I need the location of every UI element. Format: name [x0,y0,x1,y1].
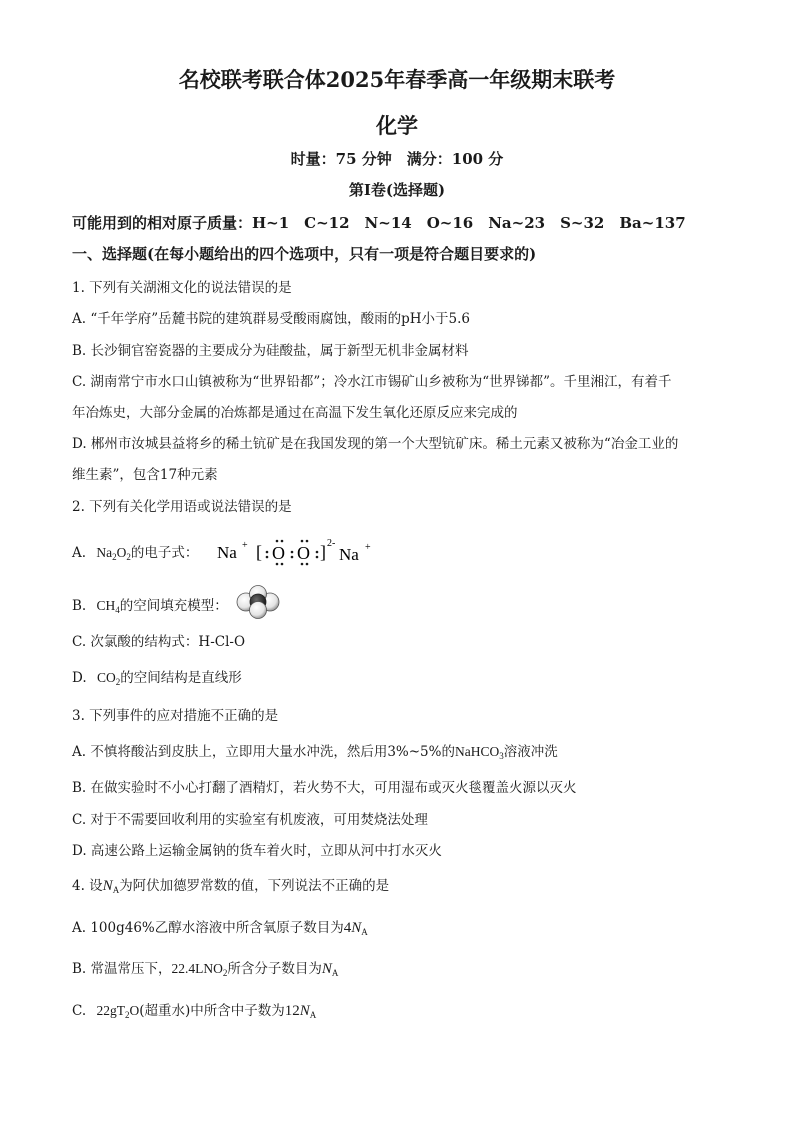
option-label: B. [72,598,87,614]
value: 4 [343,920,352,936]
oxygen-atom-1: O [272,543,285,563]
subscript: A [361,927,368,937]
nahco3-formula [455,744,504,759]
electron-dot [291,551,294,554]
subscript: 2 [115,677,121,687]
q1-option-b: B. 长沙铜官窑瓷器的主要成分为硅酸盐，属于新型无机非金属材料 [72,343,469,359]
subscript: 2 [222,968,228,978]
formula-part: O [116,545,127,560]
exam-title: 名校联考联合体2025年春季高一年级期末联考 [178,67,616,92]
anion-charge: 2- [327,538,336,549]
formula-part: NaHCO [454,744,500,759]
option-label: A. [72,545,87,561]
stem-text: 为阿伏加德罗常数的值，下列说法不正确的是 [119,878,390,894]
formula-part: 22gT [96,1003,125,1018]
avogadro-symbol [351,920,368,936]
q4-stem [72,874,389,895]
avogadro-symbol [322,961,339,977]
q2-option-c: C. 次氯酸的结构式：H-Cl-O [72,634,246,650]
symbol-n: N [299,1003,310,1019]
option-text: 的电子式： [130,545,199,561]
q2-option-d [72,666,242,687]
electron-dot [316,551,319,554]
q3-stem: 3. 下列事件的应对措施不正确的是 [72,708,279,724]
q3-option-b: B. 在做实验时不小心打翻了酒精灯，若火势不大，可用湿布或灭火毯覆盖火源以灭火 [72,780,577,796]
option-text: 的空间结构是直线形 [120,670,242,686]
electron-dot [301,563,304,566]
formula-part: O [129,1003,140,1018]
formula-part: CH [96,598,116,613]
hydrogen-atom [250,602,267,619]
q3-option-d: D. 高速公路上运输金属钠的货车着火时，立即从河中打水灭火 [72,843,442,859]
electron-dot [276,540,279,543]
electron-dot [281,540,284,543]
q3-option-c: C. 对于不需要回收利用的实验室有机废液，可用焚烧法处理 [72,812,428,828]
t2o-mass [96,1003,139,1018]
q1-option-a: A. “千年学府”岳麓书院的建筑群易受酸雨腐蚀，酸雨的pH小于5.6 [72,311,471,327]
sodium-right: Na [339,545,359,564]
subscript: 4 [115,605,120,615]
q3-option-a [72,740,558,761]
electron-dot [306,540,309,543]
co2-formula [97,670,120,685]
q2-option-a [72,541,198,562]
electron-dot [316,556,319,559]
na2o2-electron-formula [214,530,374,574]
subscript: 3 [499,751,504,761]
subscript: 2 [112,552,117,562]
q1-stem: 1. 下列有关湖湘文化的说法错误的是 [72,280,292,296]
electron-dot [266,551,269,554]
option-text: 所含分子数目为 [227,961,322,977]
symbol-n: N [102,878,113,894]
no2-volume [172,961,228,976]
bracket-left: [ [256,542,262,562]
electron-dot [276,563,279,566]
subscript: A [331,968,339,978]
q1-option-d-line1: D. 郴州市汝城县益将乡的稀土钪矿是在我国发现的第一个大型钪矿床。稀土元素又被称为“冶金工业的 [72,436,679,452]
q2-stem: 2. 下列有关化学用语或说法错误的是 [72,499,292,515]
subscript: A [112,885,120,895]
volume-title: 第Ⅰ卷(选择题) [348,181,446,199]
option-text: (超重水)中所含中子数为 [139,1003,285,1019]
q4-option-c [72,999,316,1020]
option-text-tail: 溶液冲洗 [503,744,558,760]
sodium-left: Na [217,543,237,562]
option-label: C. [72,1003,87,1019]
stem-text: 4. 设 [72,878,103,894]
q1-option-d-line2: 维生素”，包含17种元素 [72,467,218,483]
avogadro-symbol [300,1003,317,1019]
sodium-right-charge: + [365,542,371,553]
electron-dot [281,563,284,566]
subject-title: 化学 [376,113,418,138]
electron-dot [306,563,309,566]
symbol-n: N [321,961,332,977]
q1-option-c-line2: 年冶炼史，大部分金属的冶炼都是通过在高温下发生氧化还原反应来完成的 [72,405,518,421]
q4-option-b [72,957,338,978]
atomic-masses: 可能用到的相对原子质量：H~1 C~12 N~14 O~16 Na~23 S~32 Ba~137 [72,214,686,232]
electron-dot [291,556,294,559]
q2-option-b [72,594,228,615]
option-text: A. 不慎将酸沾到皮肤上，立即用大量水冲洗，然后用3%~5%的 [72,744,455,760]
ch4-formula [97,598,120,613]
value: 12 [284,1003,300,1019]
subscript: 2 [124,1010,130,1020]
methane-space-filling-model [236,585,280,619]
time-score-line: 时量：75 分钟 满分：100 分 [290,150,504,168]
formula-part: 22.4LNO [171,961,223,976]
option-label: D. [72,670,87,686]
sodium-left-charge: + [242,540,248,551]
option-text: 的空间填充模型： [119,598,228,614]
bracket-right: ] [320,542,326,562]
avogadro-symbol [103,878,120,894]
electron-dot [266,556,269,559]
section-heading: 一、选择题(在每小题给出的四个选项中，只有一项是符合题目要求的) [72,245,537,263]
q4-option-a [72,916,368,937]
option-text: B. 常温常压下， [72,961,172,977]
formula-part: Na [96,545,113,560]
electron-dot [301,540,304,543]
option-text: A. 100g46%乙醇水溶液中所含氧原子数目为 [72,920,344,936]
q1-option-c-line1: C. 湖南常宁市水口山镇被称为“世界铅都”；冷水江市锡矿山乡被称为“世界锑都”。千里湘江，有着千 [72,374,672,390]
formula-part: CO [96,670,116,685]
subscript: A [309,1010,317,1020]
subscript: 2 [126,552,131,562]
symbol-n: N [351,920,362,936]
oxygen-atom-2: O [297,543,310,563]
na2o2-formula [96,545,131,560]
